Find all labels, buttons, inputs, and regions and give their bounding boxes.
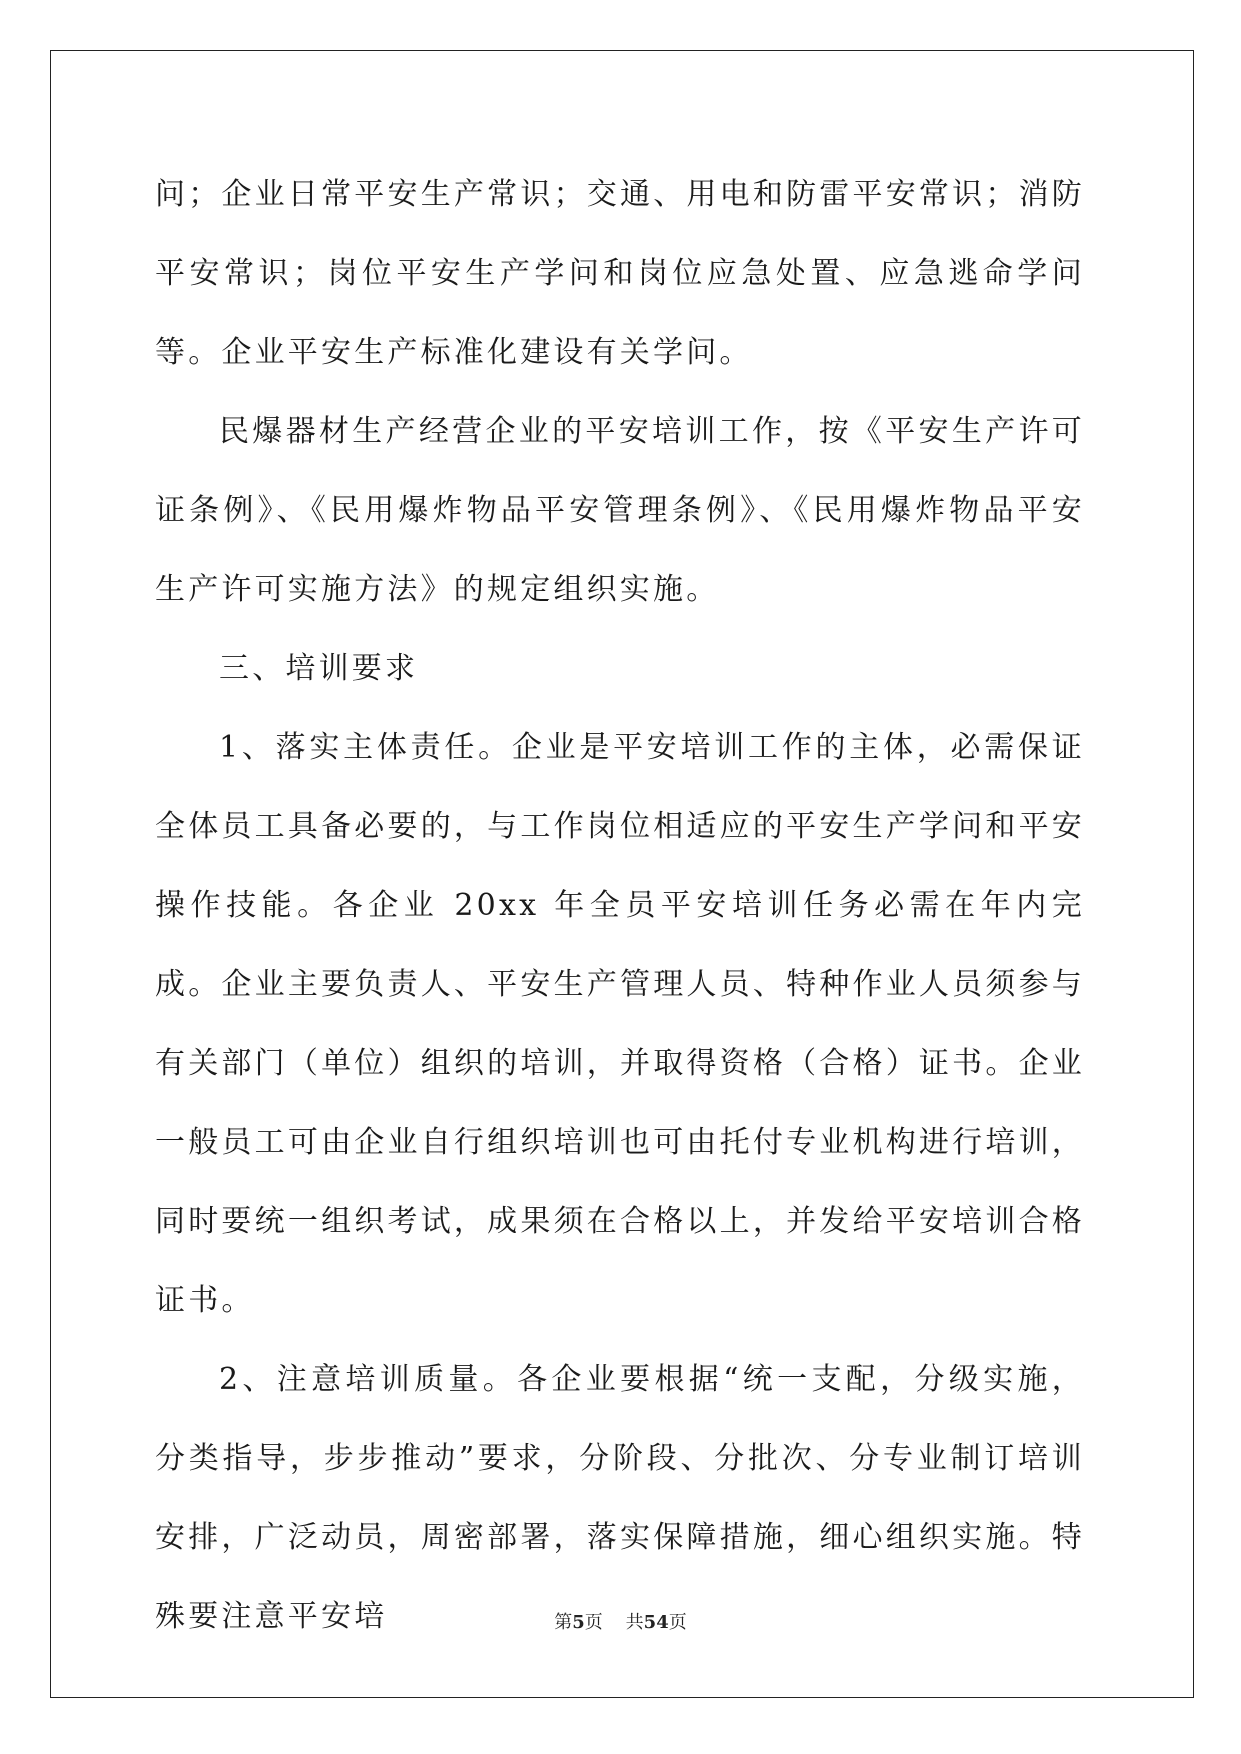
paragraph-2: 民爆器材生产经营企业的平安培训工作，按《平安生产许可证条例》、《民用爆炸物品平安管理条例》、《民用爆炸物品平安生产许可实施方法》的规定组织实施。 xyxy=(155,414,1085,607)
page-footer xyxy=(0,1608,1241,1634)
document-body xyxy=(155,155,1085,1656)
footer-page-total: 54 xyxy=(643,1612,669,1633)
footer-page-suffix: 页 xyxy=(584,1612,603,1633)
footer-total-prefix: 共 xyxy=(625,1612,644,1633)
footer-page-prefix: 第 xyxy=(554,1612,573,1633)
paragraph-4: 2、注意培训质量。各企业要根据“统一支配，分级实施，分类指导，步步推动”要求，分阶段、分批次、分专业制订培训安排，广泛动员，周密部署，落实保障措施，细心组织实施。特殊要注意平安培 xyxy=(155,1362,1085,1634)
footer-total-suffix: 页 xyxy=(668,1612,687,1633)
paragraph-3: 1、落实主体责任。企业是平安培训工作的主体，必需保证全体员工具备必要的，与工作岗位相适应的平安生产学问和平安操作技能。各企业 20xx 年全员平安培训任务必需在年内完成。企业主要负责人、平安生产管理人员、特种作业人员须参与有关部门（单位）组织的培训，并取得资格（合格）证书。企业一般员工可由企业自行组织培训也可由托付专业机构进行培训，同时要统一组织考试，成果须在合格以上，并发给平安培训合格证书。 xyxy=(155,730,1085,1318)
section-heading: 三、培训要求 xyxy=(219,651,419,686)
paragraph-1: 问；企业日常平安生产常识；交通、用电和防雷平安常识；消防平安常识；岗位平安生产学问和岗位应急处置、应急逃命学问等。企业平安生产标准化建设有关学问。 xyxy=(155,177,1085,370)
footer-page-current: 5 xyxy=(572,1612,585,1633)
